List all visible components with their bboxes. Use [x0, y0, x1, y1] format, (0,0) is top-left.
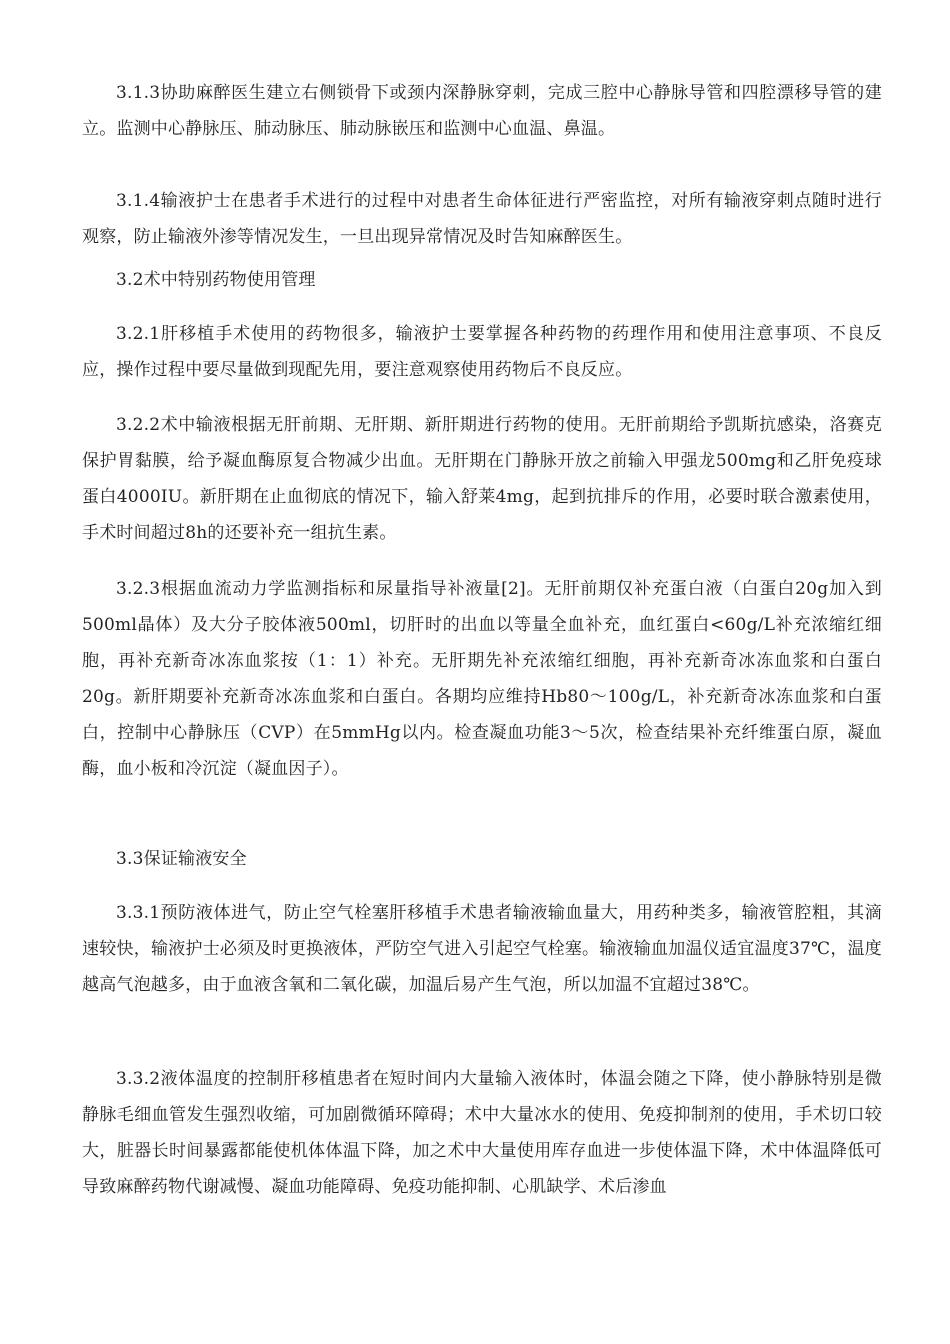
section-heading-3-3: 3.3保证输液安全	[116, 849, 247, 869]
section-heading-3-2: 3.2术中特别药物使用管理	[116, 270, 316, 290]
paragraph-3-2-2: 3.2.2术中输液根据无肝前期、无肝期、新肝期进行药物的使用。无肝前期给予凯斯抗感染，洛赛克保护胃黏膜，给予凝血酶原复合物减少出血。无肝期在门静脉开放之前输入甲强龙500mg和乙肝免疫球蛋白4000IU。新肝期在止血彻底的情况下，输入舒莱4mg，起到抗排斥的作用，必要时联合激素使用，手术时间超过8h的还要补充一组抗生素。	[82, 415, 882, 543]
paragraph-3-3-1: 3.3.1预防液体进气，防止空气栓塞肝移植手术患者输液输血量大，用药种类多，输液管腔粗，其滴速较快，输液护士必须及时更换液体，严防空气进入引起空气栓塞。输液输血加温仪适宜温度37℃，温度越高气泡越多，由于血液含氧和二氧化碳，加温后易产生气泡，所以加温不宜超过38℃。	[82, 903, 882, 995]
paragraph-3-1-3: 3.1.3协助麻醉医生建立右侧锁骨下或颈内深静脉穿刺，完成三腔中心静脉导管和四腔漂移导管的建立。监测中心静脉压、肺动脉压、肺动脉嵌压和监测中心血温、鼻温。	[82, 83, 882, 139]
paragraph-3-2-3: 3.2.3根据血流动力学监测指标和尿量指导补液量[2]。无肝前期仅补充蛋白液（白蛋白20g加入到500ml晶体）及大分子胶体液500ml，切肝时的出血以等量全血补充，血红蛋白<60g/L补充浓缩红细胞，再补充新奇冰冻血浆按（1：1）补充。无肝期先补充浓缩红细胞，再补充新奇冰冻血浆和白蛋白20g。新肝期要补充新奇冰冻血浆和白蛋白。各期均应维持Hb80～100g/L，补充新奇冰冻血浆和白蛋白，控制中心静脉压（CVP）在5mmHg以内。检查凝血功能3～5次，检查结果补充纤维蛋白原，凝血酶，血小板和冷沉淀（凝血因子）。	[82, 579, 882, 779]
paragraph-3-3-2: 3.3.2液体温度的控制肝移植患者在短时间内大量输入液体时，体温会随之下降，使小静脉特别是微静脉毛细血管发生强烈收缩，可加剧微循环障碍；术中大量冰水的使用、免疫抑制剂的使用，手术切口较大，脏器长时间暴露都能使机体体温下降，加之术中大量使用库存血进一步使体温下降，术中体温降低可导致麻醉药物代谢减慢、凝血功能障碍、免疫功能抑制、心肌缺学、术后渗血	[82, 1069, 882, 1197]
paragraph-3-1-4: 3.1.4输液护士在患者手术进行的过程中对患者生命体征进行严密监控，对所有输液穿刺点随时进行观察，防止输液外渗等情况发生，一旦出现异常情况及时告知麻醉医生。	[82, 191, 882, 247]
paragraph-3-2-1: 3.2.1肝移植手术使用的药物很多，输液护士要掌握各种药物的药理作用和使用注意事项、不良反应，操作过程中要尽量做到现配先用，要注意观察使用药物后不良反应。	[82, 324, 882, 380]
